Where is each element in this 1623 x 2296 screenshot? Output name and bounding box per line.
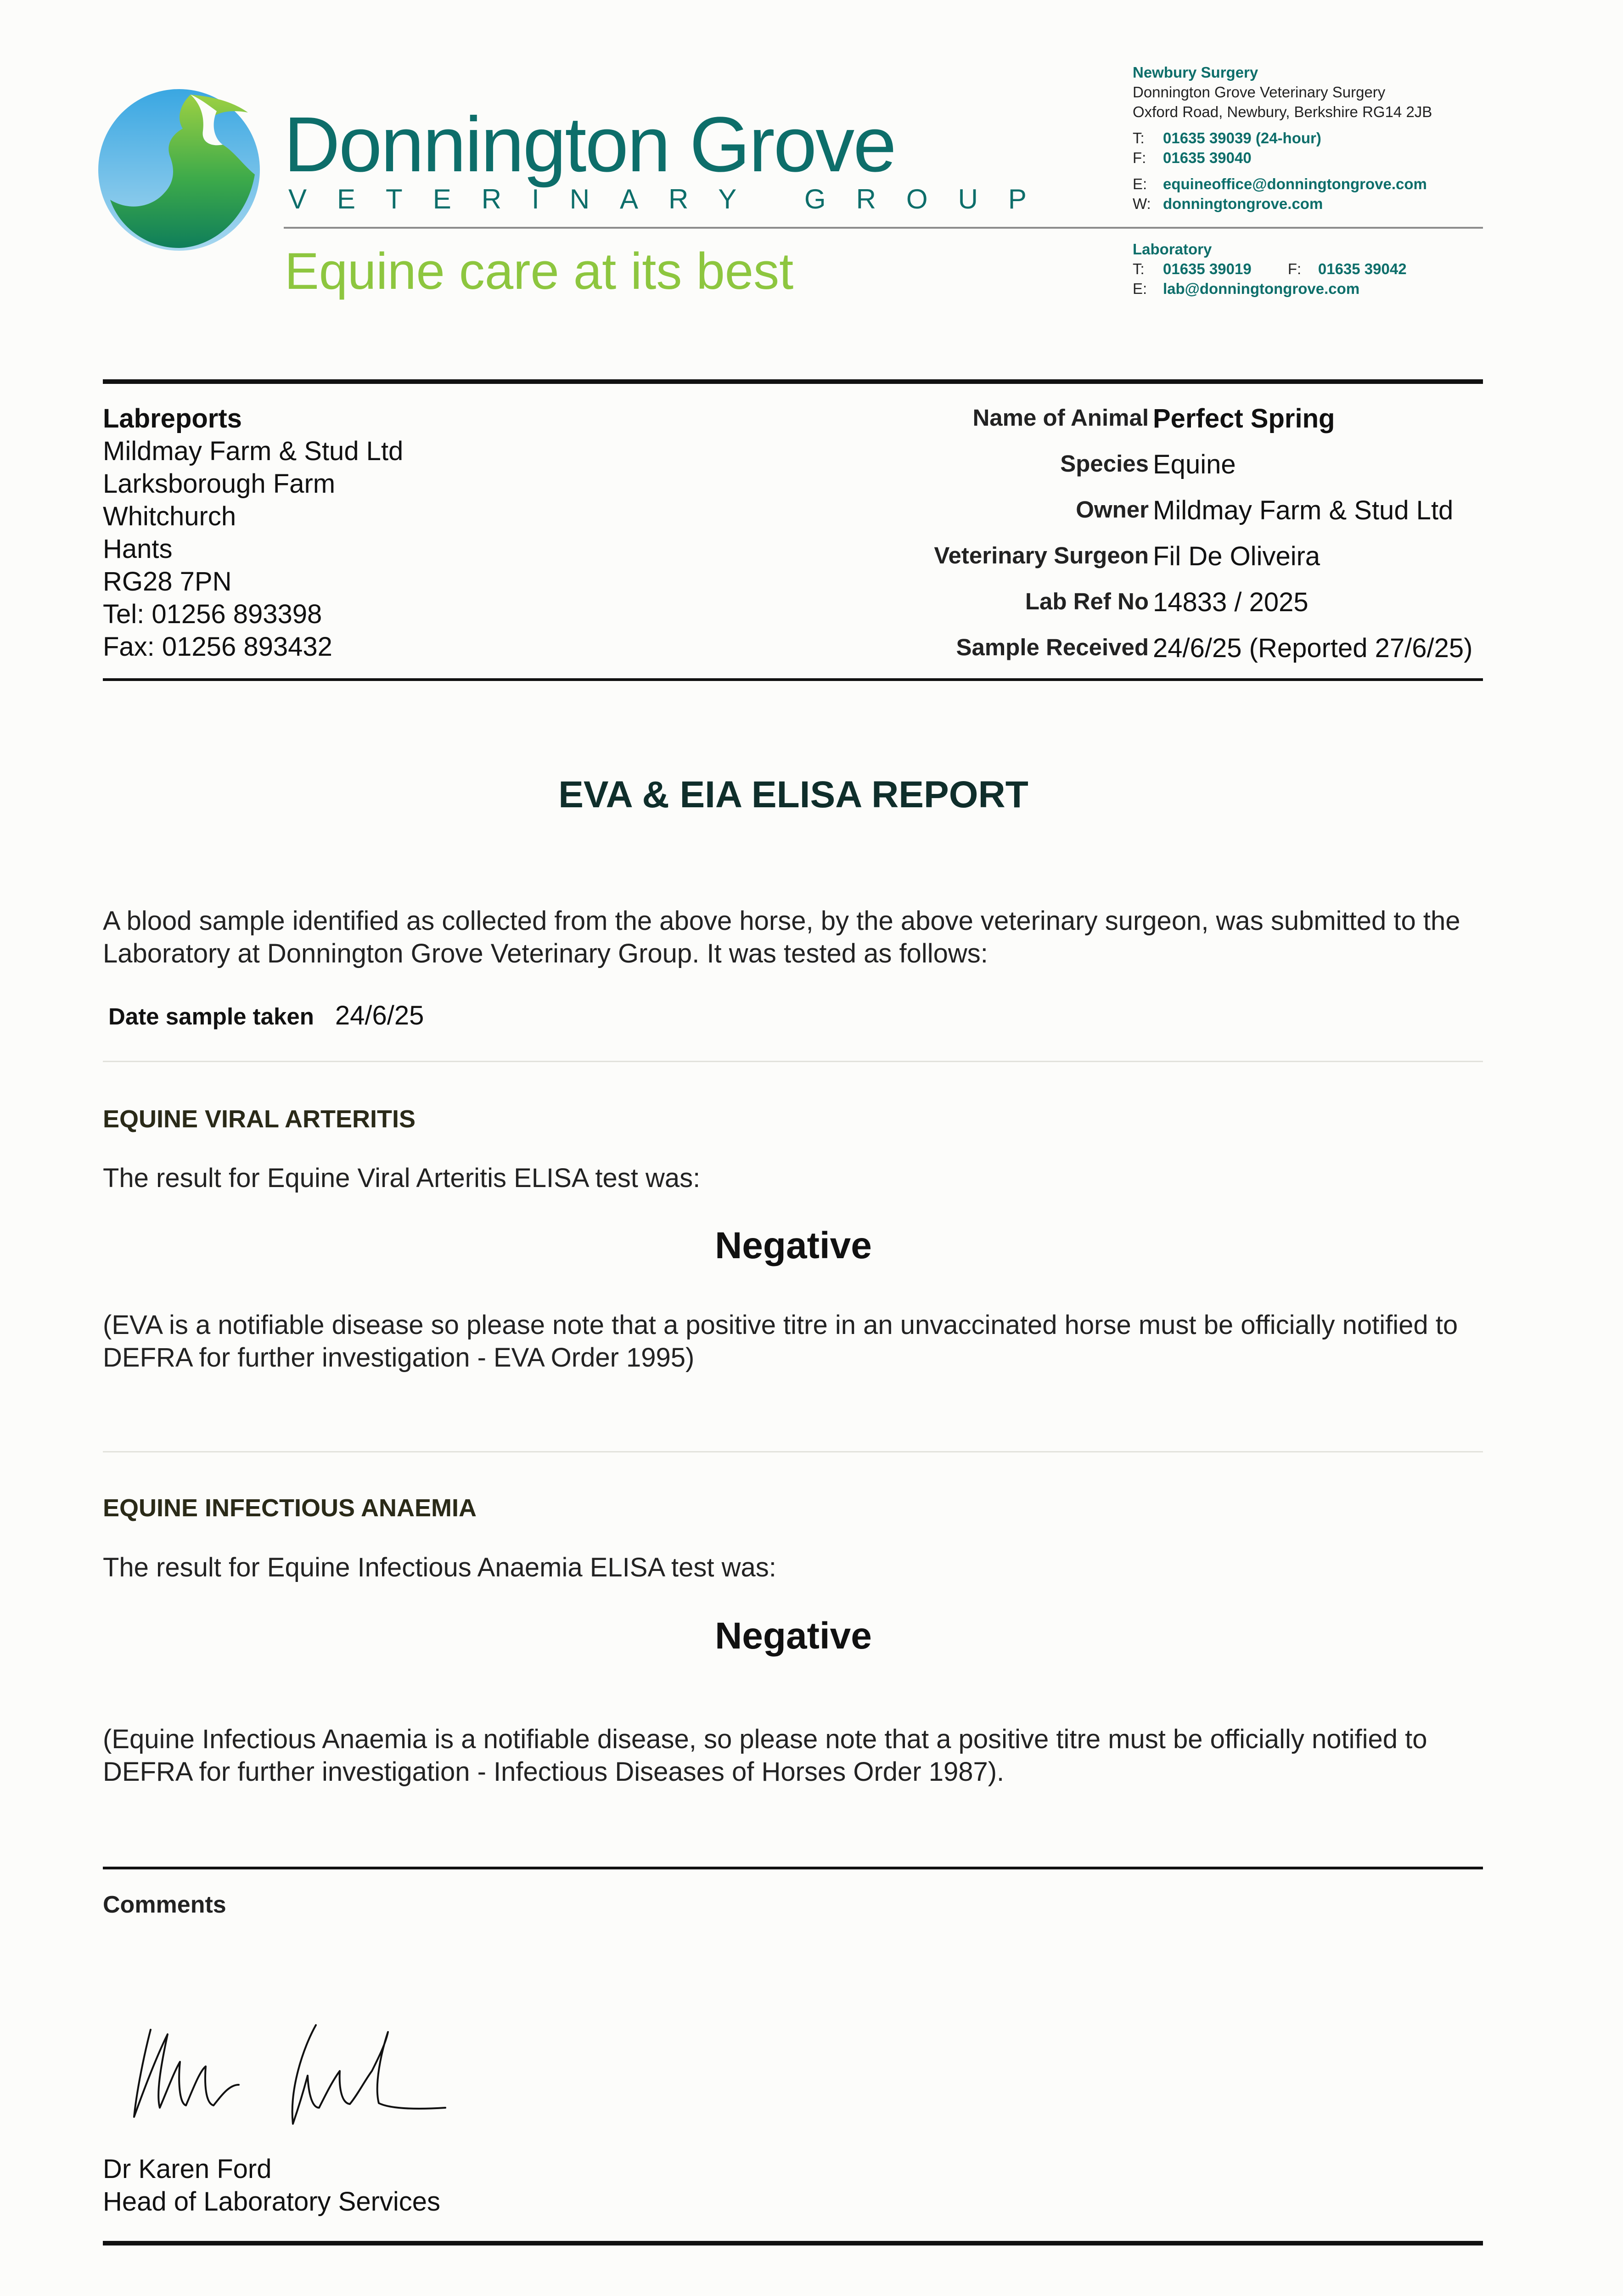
date-label: Date sample taken (108, 1003, 314, 1030)
surgery-fax-row (1133, 148, 1491, 168)
date-value: 24/6/25 (335, 1001, 424, 1030)
surgery-phone: 01635 39039 (24-hour) (1163, 129, 1321, 146)
eia-note: (Equine Infectious Anaemia is a notifiable disease, so please note that a positive titre must be officially notified to DEFRA for further investigation - Infectious Diseases of Horses Order 1987). (103, 1724, 1427, 1787)
laboratory-contact-block (1133, 239, 1491, 298)
web-label: W: (1133, 195, 1151, 212)
laboratory-heading: Laboratory (1133, 241, 1212, 258)
comments-heading: Comments (103, 1891, 226, 1918)
signatory-block (103, 2153, 440, 2218)
surgery-address: Oxford Road, Newbury, Berkshire RG14 2JB (1133, 103, 1432, 120)
laboratory-email-row (1133, 279, 1491, 298)
report-title: EVA & EIA ELISA REPORT (558, 774, 1028, 816)
eia-statement: The result for Equine Infectious Anaemia ELISA test was: (103, 1553, 776, 1582)
fax-label: F: (1287, 260, 1302, 277)
handwritten-signature (124, 2016, 477, 2135)
eva-note: (EVA is a notifiable disease so please note that a positive titre in an unvaccinated horse must be officially notified to DEFRA for further investigation - EVA Order 1995) (103, 1310, 1458, 1373)
address-line: Fax: 01256 893432 (103, 632, 332, 662)
surgery-web-row (1133, 194, 1491, 214)
laboratory-phone: 01635 39019 (1163, 260, 1252, 277)
section-divider (103, 1451, 1483, 1452)
detail-label: Lab Ref No (1025, 588, 1149, 614)
comments-rule (103, 1867, 1483, 1869)
surgery-phone-row (1133, 128, 1491, 148)
eva-statement: The result for Equine Viral Arteritis ELISA test was: (103, 1163, 701, 1193)
address-line: Tel: 01256 893398 (103, 599, 322, 629)
detail-value: Equine (1153, 450, 1236, 479)
detail-label: Name of Animal (972, 405, 1149, 431)
laboratory-phone-fax-row (1133, 259, 1491, 279)
surgery-web-link[interactable]: donningtongrove.com (1163, 195, 1323, 212)
addressee-name: Labreports (103, 404, 242, 433)
surgery-name: Donnington Grove Veterinary Surgery (1133, 84, 1386, 101)
brand-subtitle: VETERINARY GROUP (288, 184, 1057, 214)
detail-value: 24/6/25 (Reported 27/6/25) (1153, 633, 1473, 663)
section-divider (103, 1061, 1483, 1062)
address-line: Whitchurch (103, 501, 236, 531)
brand-tagline: Equine care at its best (285, 242, 794, 300)
header-rule (103, 379, 1483, 384)
surgery-email-row (1133, 174, 1491, 194)
address-line: Mildmay Farm & Stud Ltd (103, 436, 404, 466)
address-line: Larksborough Farm (103, 469, 336, 499)
surgery-email-link[interactable]: equineoffice@donningtongrove.com (1163, 175, 1427, 192)
surgery-heading: Newbury Surgery (1133, 64, 1258, 81)
fax-label: F: (1133, 149, 1146, 166)
horse-head-logo-icon (96, 87, 262, 253)
eia-heading: EQUINE INFECTIOUS ANAEMIA (103, 1494, 477, 1522)
brand-name: Donnington Grove (284, 101, 895, 188)
surgery-fax: 01635 39040 (1163, 149, 1252, 166)
email-label: E: (1133, 280, 1147, 297)
detail-value: Mildmay Farm & Stud Ltd (1153, 495, 1454, 525)
detail-label: Veterinary Surgeon (934, 542, 1149, 568)
phone-label: T: (1133, 260, 1145, 277)
letterhead-divider (284, 227, 1483, 229)
laboratory-fax: 01635 39042 (1318, 260, 1407, 277)
signatory-title: Head of Laboratory Services (103, 2187, 441, 2217)
surgery-contact-block (1133, 62, 1491, 214)
addressee-block (103, 402, 403, 663)
phone-label: T: (1133, 129, 1145, 146)
detail-label: Owner (1076, 496, 1149, 523)
intro-paragraph: A blood sample identified as collected from the above horse, by the above veterinary surgeon, was submitted to the Laboratory at Donnington Grove Veterinary Group. It was tested as follows: (103, 906, 1460, 968)
animal-name: Perfect Spring (1153, 404, 1335, 433)
detail-value: 14833 / 2025 (1153, 587, 1309, 617)
signatory-name: Dr Karen Ford (103, 2154, 272, 2184)
laboratory-email-link[interactable]: lab@donningtongrove.com (1163, 280, 1360, 297)
eva-heading: EQUINE VIRAL ARTERITIS (103, 1105, 416, 1133)
footer-rule (103, 2241, 1483, 2245)
eva-result: Negative (715, 1225, 872, 1266)
eia-result: Negative (715, 1615, 872, 1657)
detail-value: Fil De Oliveira (1153, 541, 1320, 571)
address-line: RG28 7PN (103, 567, 232, 597)
details-rule (103, 678, 1483, 681)
detail-label: Species (1060, 450, 1149, 477)
detail-label: Sample Received (956, 634, 1149, 660)
address-line: Hants (103, 534, 173, 564)
date-sample-taken (108, 1000, 424, 1031)
email-label: E: (1133, 175, 1147, 192)
